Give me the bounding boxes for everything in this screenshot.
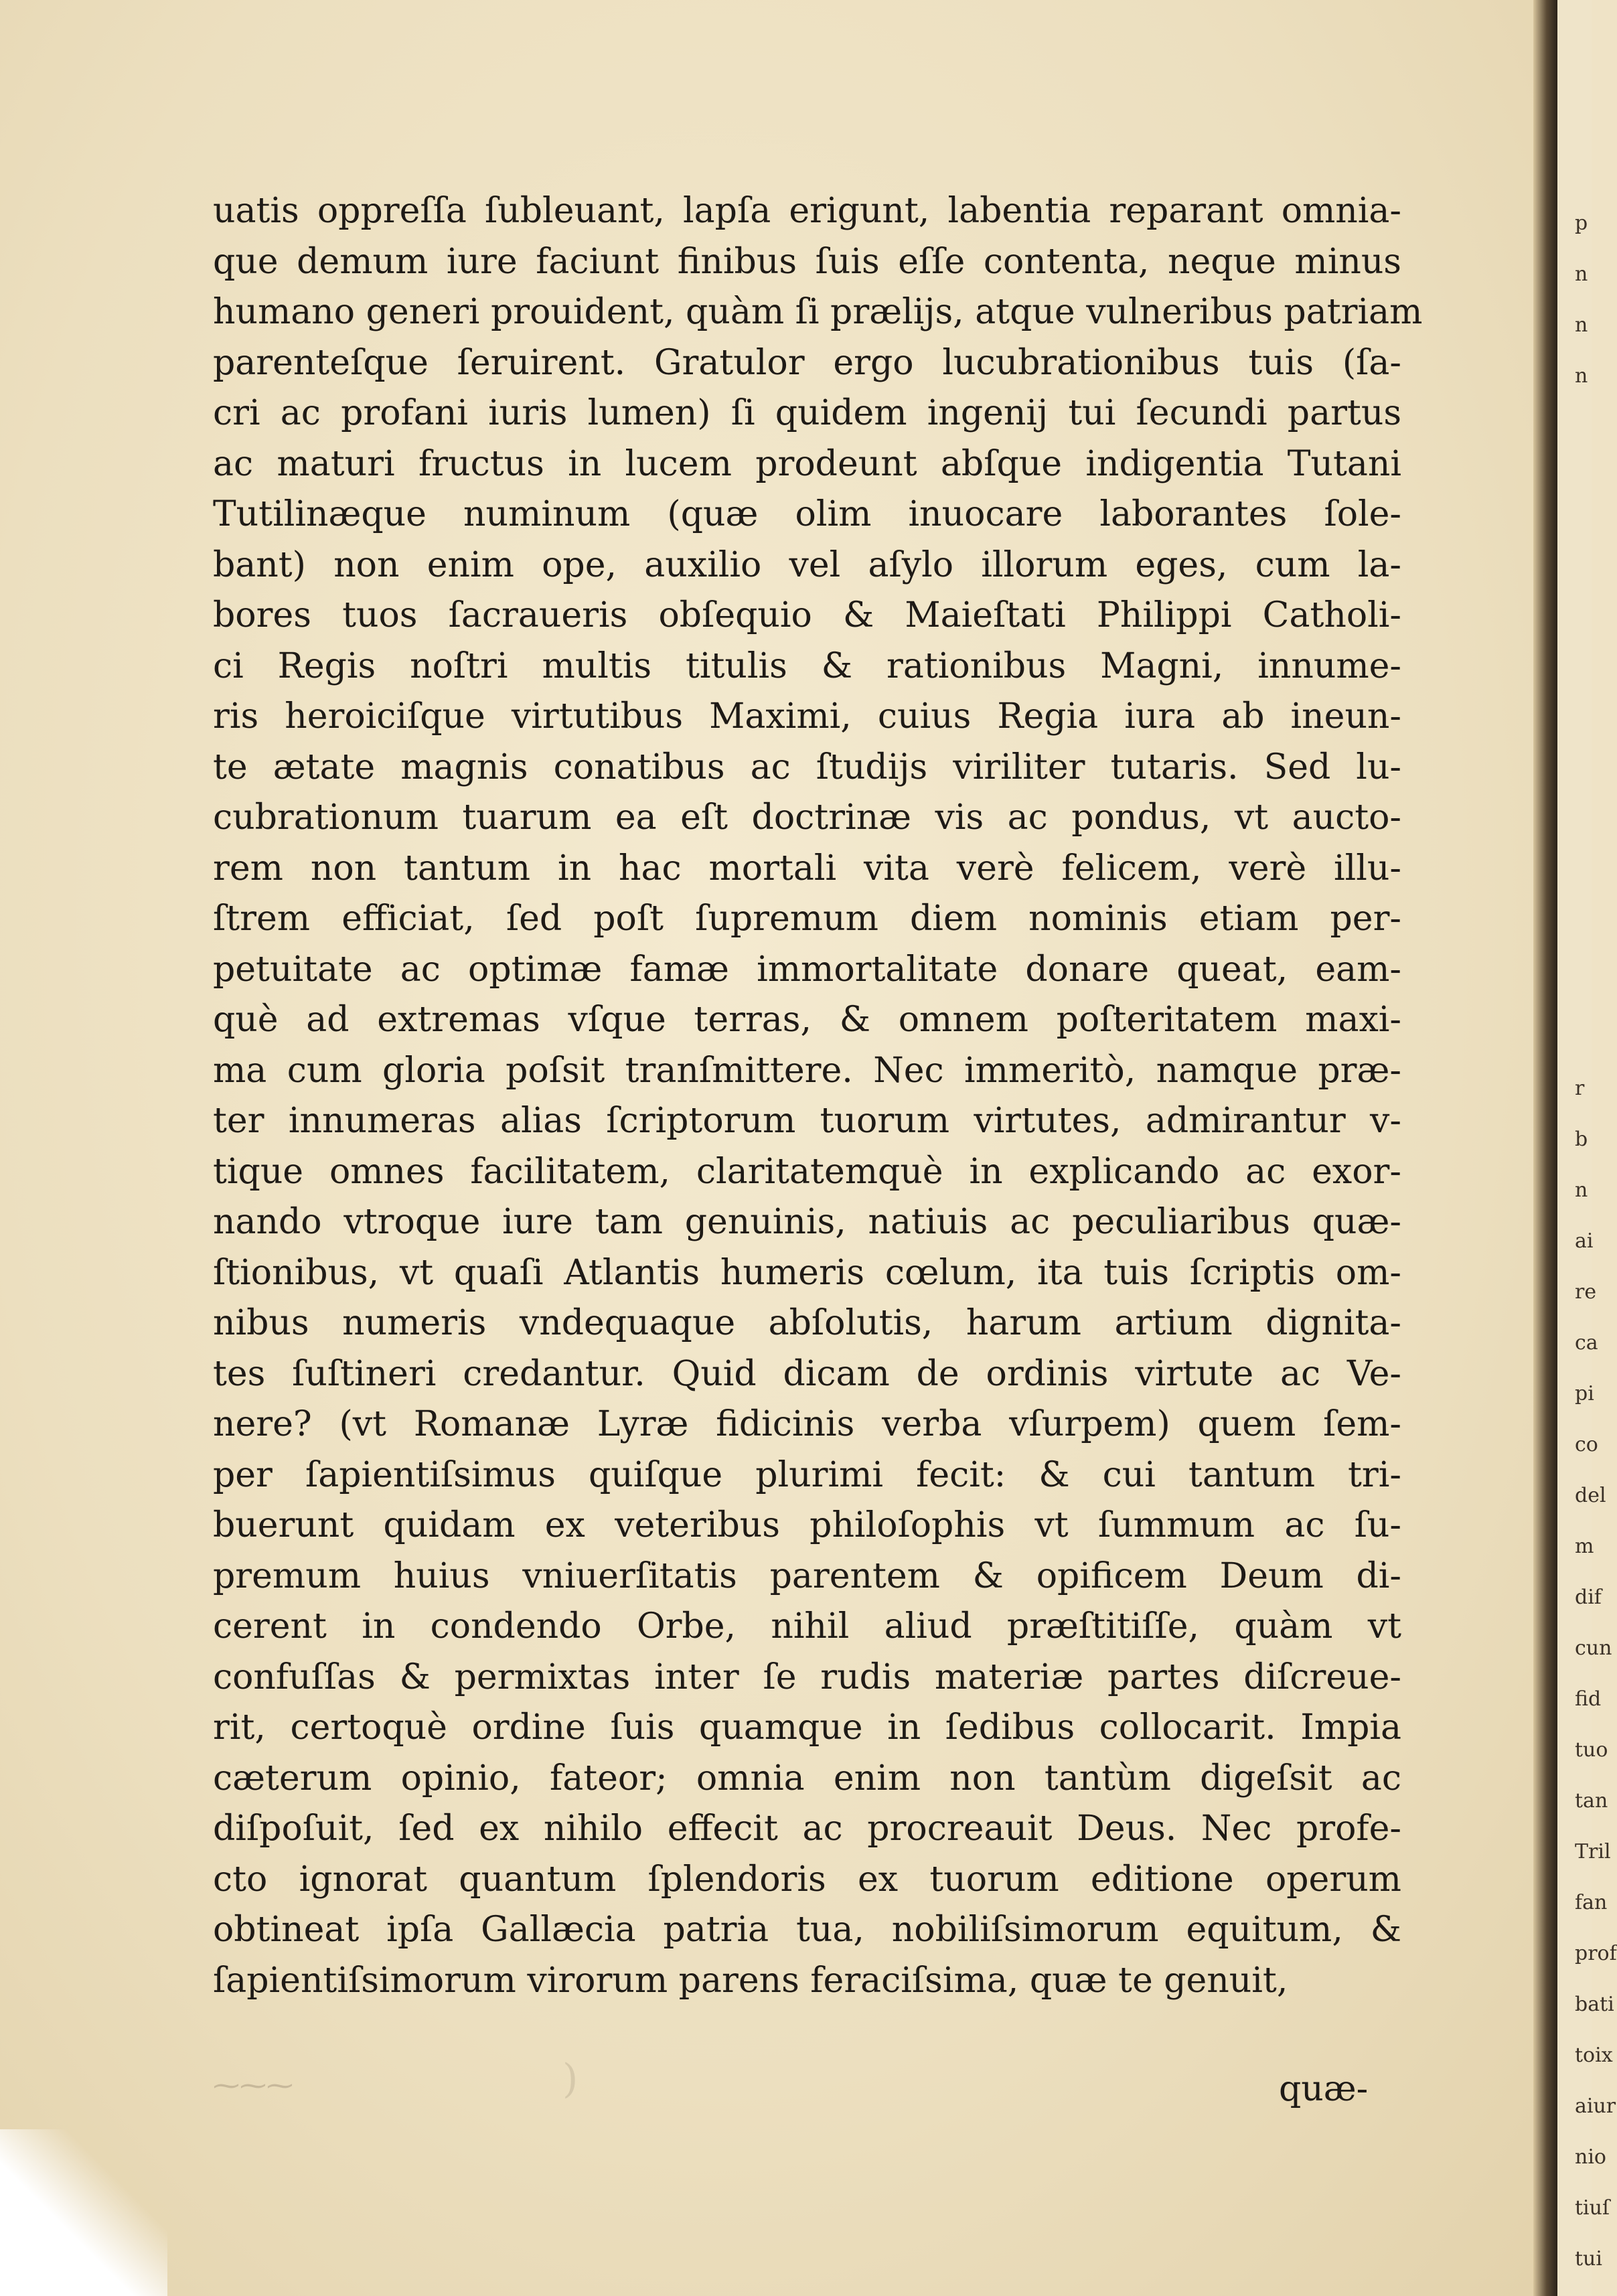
text-line: confuſſas & permixtas inter ſe rudis materiæ partes diſcreue-	[213, 1657, 1401, 1697]
facing-page-fragment: aiur	[1575, 2094, 1616, 2118]
facing-page-fragment	[1575, 707, 1617, 758]
facing-page-fragment	[1575, 809, 1617, 860]
text-line: Tutilinæque numinum (quæ olim inuocare laborantes ſole-	[213, 494, 1401, 534]
catchword: quæ-	[1279, 2069, 1369, 2109]
text-line: bant) non enim ope, auxilio vel aſylo illorum eges, cum la-	[213, 544, 1401, 585]
facing-page-fragment	[1575, 504, 1617, 554]
facing-page-fragment: r	[1575, 1077, 1585, 1100]
facing-page-edge	[1557, 0, 1617, 2296]
facing-page-fragment: tan	[1575, 1789, 1608, 1813]
text-line: petuitate ac optimæ famæ immortalitate donare queat, eam-	[213, 949, 1401, 990]
text-line: cto ignorat quantum ſplendoris ex tuorum editione operum	[213, 1859, 1401, 1900]
facing-page-fragment: tui	[1575, 2247, 1602, 2271]
facing-page-fragment	[1575, 860, 1617, 911]
facing-page-fragment	[1575, 962, 1617, 1012]
text-line: per ſapientiſsimus quiſque plurimi fecit: & cui tantum tri-	[213, 1454, 1401, 1495]
text-line: rem non tantum in hac mortali vita verè felicem, verè illu-	[213, 848, 1401, 889]
binding-gutter	[1533, 0, 1557, 2296]
text-line: ſtrem efficiat, ſed poſt ſupremum diem nominis etiam per-	[213, 899, 1401, 939]
text-line: diſpoſuit, ſed ex nihilo effecit ac procreauit Deus. Nec profe-	[213, 1809, 1401, 1849]
text-line: que demum iure faciunt finibus ſuis eſſe contenta, neque minus	[213, 241, 1401, 282]
torn-corner	[0, 2129, 167, 2296]
text-line: cubrationum tuarum ea eſt doctrinæ vis ac pondus, vt aucto-	[213, 797, 1401, 838]
text-line: premum huius vniuerſitatis parentem & opificem Deum di-	[213, 1555, 1401, 1596]
facing-page-fragment: m	[1575, 1535, 1594, 1558]
text-line: nibus numeris vndequaque abſolutis, harum artium dignita-	[213, 1303, 1401, 1343]
facing-page-fragment: bati	[1575, 1993, 1614, 2016]
facing-page-fragment	[1575, 554, 1617, 605]
text-line: tes ſuſtineri credantur. Quid dicam de ordinis virtute ac Ve-	[213, 1353, 1401, 1394]
text-line: cerent in condendo Orbe, nihil aliud præſtitiſſe, quàm vt	[213, 1606, 1401, 1647]
text-line: cri ac profani iuris lumen) ſi quidem ingenij tui ſecundi partus	[213, 393, 1401, 433]
text-line: ac maturi fructus in lucem prodeunt abſque indigentia Tutani	[213, 443, 1401, 484]
facing-page-fragment	[1575, 1012, 1617, 1063]
facing-page-fragment: co	[1575, 1433, 1598, 1456]
text-line: ma cum gloria poſsit tranſmittere. Nec immeritò, namque præ-	[213, 1050, 1401, 1091]
facing-page-fragment: n	[1575, 313, 1588, 337]
facing-page-fragment	[1575, 402, 1617, 453]
text-line: ci Regis noſtri multis titulis & rationibus Magni, innume-	[213, 645, 1401, 686]
facing-page-fragment	[1575, 758, 1617, 809]
facing-page-fragment: toix	[1575, 2044, 1613, 2067]
text-line: ter innumeras alias ſcriptorum tuorum virtutes, admirantur v-	[213, 1101, 1401, 1141]
body-text	[213, 186, 1423, 2006]
facing-page-fragment: ca	[1575, 1331, 1598, 1355]
facing-page-fragment	[1575, 911, 1617, 962]
facing-page-fragment: Tril	[1575, 1840, 1611, 1863]
bleed-through-mark: ⁓⁓⁓	[213, 2070, 293, 2101]
bleed-through-mark: )	[562, 2056, 579, 2102]
facing-page-fragment: fan	[1575, 1891, 1608, 1914]
text-line: rit, certoquè ordine ſuis quamque in ſedibus collocarit. Impia	[213, 1707, 1401, 1748]
facing-page-fragment: del	[1575, 1484, 1606, 1507]
facing-page-fragment	[1575, 656, 1617, 707]
text-line: uatis oppreſſa ſubleuant, lapſa erigunt, labentia reparant omnia-	[213, 191, 1401, 231]
facing-page-fragment: n	[1575, 1178, 1588, 1202]
text-line: nando vtroque iure tam genuinis, natiuis ac peculiaribus quæ-	[213, 1202, 1401, 1242]
facing-page-fragment: ai	[1575, 1229, 1594, 1253]
text-line: obtineat ipſa Gallæcia patria tua, nobiliſsimorum equitum, &	[213, 1910, 1401, 1950]
facing-page-fragment	[1575, 605, 1617, 656]
text-line: nere? (vt Romanæ Lyræ fidicinis verba vſurpem) quem ſem-	[213, 1404, 1401, 1444]
facing-page-fragment: nio	[1575, 2145, 1606, 2169]
facing-page-fragment: n	[1575, 262, 1588, 286]
text-line: tique omnes facilitatem, claritatemquè in explicando ac exor-	[213, 1151, 1401, 1192]
facing-page-fragment: p	[1575, 212, 1588, 235]
text-line: ſapientiſsimorum virorum parens feraciſsima, quæ te genuit,	[213, 1960, 1288, 2001]
facing-page-fragment: re	[1575, 1280, 1597, 1304]
facing-page-fragment: cun	[1575, 1636, 1612, 1660]
text-line: cæterum opinio, fateor; omnia enim non tantùm digeſsit ac	[213, 1758, 1401, 1798]
facing-page-fragment: tuo	[1575, 1738, 1608, 1762]
text-line: parenteſque ſeruirent. Gratulor ergo lucubrationibus tuis (ſa-	[213, 342, 1401, 383]
text-line: ris heroiciſque virtutibus Maximi, cuius Regia iura ab ineun-	[213, 696, 1401, 737]
facing-page-fragment: pi	[1575, 1382, 1594, 1405]
facing-page-fragment: dif	[1575, 1586, 1602, 1609]
facing-page-fragments	[1575, 198, 1617, 2285]
text-line: bores tuos ſacraueris obſequio & Maieſtati Philippi Catholi-	[213, 595, 1401, 635]
text-line: ſtionibus, vt quaſi Atlantis humeris cœlum, ita tuis ſcriptis om-	[213, 1252, 1401, 1293]
facing-page-fragment: b	[1575, 1128, 1588, 1151]
facing-page-fragment: fid	[1575, 1687, 1602, 1711]
text-line: buerunt quidam ex veteribus philoſophis vt ſummum ac ſu-	[213, 1505, 1401, 1545]
facing-page-fragment: tiuſ	[1575, 2196, 1610, 2220]
text-line: què ad extremas vſque terras, & omnem poſteritatem maxi-	[213, 1000, 1401, 1040]
facing-page-fragment: prof	[1575, 1942, 1617, 1965]
text-line: humano generi prouident, quàm ſi prælijs, atque vulneribus patriam	[213, 292, 1423, 332]
facing-page-fragment	[1575, 453, 1617, 504]
text-line: te ætate magnis conatibus ac ſtudijs viriliter tutaris. Sed lu-	[213, 747, 1401, 787]
facing-page-fragment: n	[1575, 364, 1588, 388]
